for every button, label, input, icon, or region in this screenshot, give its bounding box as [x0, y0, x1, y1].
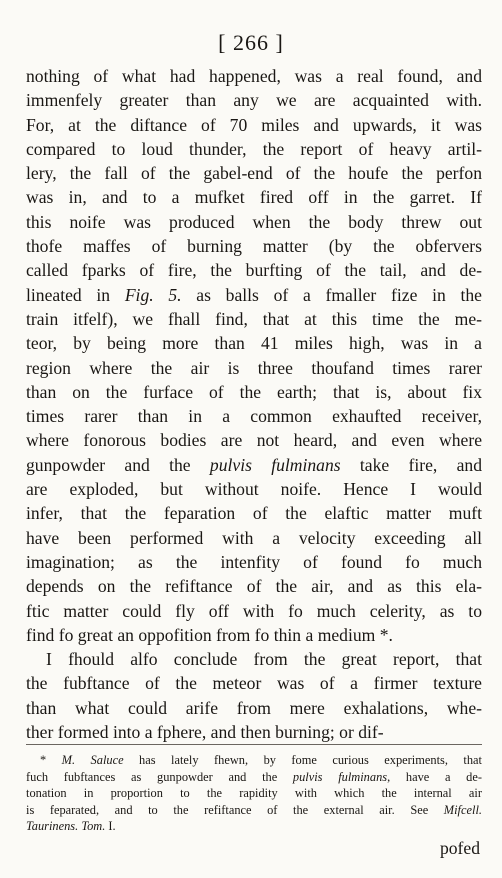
footnote-line-italic: pulvis fulminans [292, 769, 388, 784]
body-line: teor, by being more than 41 miles high, was in a [26, 333, 482, 354]
footnote-line-text: has lately fhewn, by fome curious experiments, that [123, 753, 482, 767]
page-number: [ 266 ] [218, 30, 284, 55]
footnote-line-italic: M. Saluce [61, 753, 124, 767]
body-line: than on the furface of the earth; that is, about fix [26, 381, 482, 402]
body-line: ftic matter could fly off with fo much celerity, as to [26, 600, 482, 621]
footnote-line-italic: Mifcell. [443, 802, 482, 817]
body-line: called fparks of fire, the burfting of the tail, and de- [26, 260, 482, 281]
body-line: find fo great an oppofition from fo thin a medium *. [26, 624, 393, 645]
catchword: pofed [439, 838, 480, 858]
body-line: train itfelf), we fhall find, that at this time the me- [26, 308, 482, 329]
body-line: times rarer than in a common exhaufted receiver, [26, 406, 482, 427]
body-text [26, 64, 482, 744]
body-line: this noife was produced when the body threw out [26, 211, 482, 232]
body-line-text: take fire, and [340, 454, 482, 475]
footnote-line [26, 752, 482, 769]
footnote-line: tonation in proportion to the rapidity with which the internal air [26, 786, 482, 801]
footnote-rule [26, 744, 482, 745]
footnote-line-text: I. [105, 819, 116, 834]
body-line: depends on the refiftance of the air, and as this ela- [26, 576, 482, 597]
body-line [26, 283, 482, 307]
footnote-line [26, 769, 482, 786]
footnote [26, 752, 482, 835]
body-line-text: lineated in [26, 284, 125, 305]
body-line: where fonorous bodies are not heard, and even where [26, 430, 482, 451]
body-line: I fhould alfo conclude from the great report, that [46, 649, 482, 670]
body-line: the fubftance of the meteor was of a firmer texture [26, 673, 482, 694]
footnote-line-text: is feparated, and to the refiftance of the external air. See [26, 802, 444, 817]
body-line: region where the air is three thoufand times rarer [26, 357, 482, 378]
body-line: imagination; as the intenfity of found fo much [26, 551, 482, 572]
body-line: lery, the fall of the gabel-end of the houfe the perfon [26, 163, 482, 184]
body-line: ther formed into a fphere, and then burning; or dif- [26, 722, 384, 743]
body-line: are exploded, but without noife. Hence I would [26, 479, 482, 500]
body-line: infer, that the feparation of the elaftic matter muft [26, 503, 482, 524]
footnote-line-text: , have a de- [387, 769, 482, 784]
body-line-text: as balls of a fmaller fize in the [181, 284, 482, 305]
body-line: nothing of what had happened, was a real found, and [26, 66, 482, 86]
body-line: have been performed with a velocity exceeding all [26, 527, 482, 548]
body-line-text: gunpowder and the [26, 454, 210, 475]
body-line: thofe maffes of burning matter (by the obfervers [26, 236, 482, 257]
footnote-line-italic: Taurinens. Tom. [26, 819, 106, 834]
body-line: compared to loud thunder, the report of heavy artil- [26, 138, 482, 159]
footnote-line [26, 818, 482, 835]
footnote-line-text: * [40, 753, 62, 767]
body-line: immenfely greater than any we are acquainted with. [26, 90, 482, 111]
footnote-line-text: fuch fubftances as gunpowder and the [26, 769, 293, 784]
body-line: was in, and to a mufket fired off in the garret. If [26, 187, 482, 208]
body-line-italic: pulvis fulminans [209, 454, 341, 475]
footnote-line [26, 802, 482, 819]
body-line: For, at the diftance of 70 miles and upwards, it was [26, 114, 482, 135]
body-line [26, 453, 482, 477]
body-line-italic: Fig. 5. [124, 284, 182, 305]
body-line: than what could arife from mere exhalations, whe- [26, 697, 482, 718]
